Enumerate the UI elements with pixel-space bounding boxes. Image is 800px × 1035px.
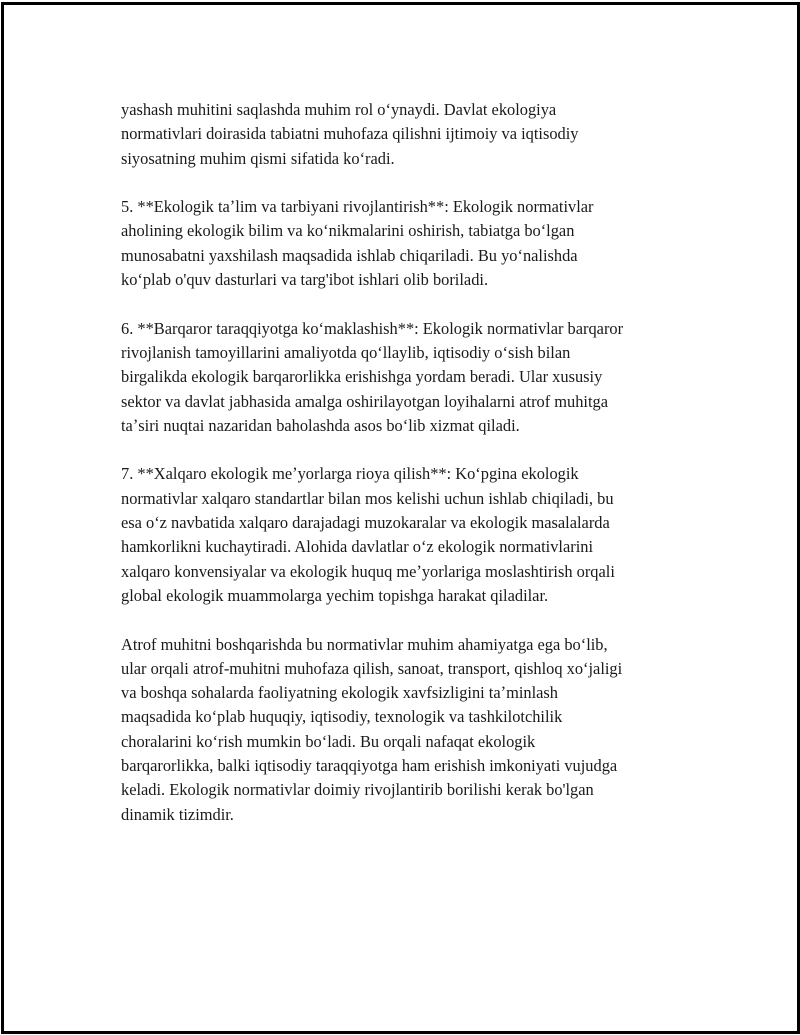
text-line: barqarorlikka, balki iqtisodiy taraqqiyotga ham erishish imkoniyati vujudga: [121, 756, 618, 776]
text-line: maqsadida koʻplab huquqiy, iqtisodiy, texnologik va tashkilotchilik: [121, 707, 563, 727]
paragraph-item-7: [121, 462, 691, 608]
text-line: munosabatni yaxshilash maqsadida ishlab chiqariladi. Bu yoʻnalishda: [121, 245, 578, 265]
text-line: normativlar xalqaro standartlar bilan mos kelishi uchun ishlab chiqiladi, bu: [121, 488, 614, 508]
text-line: yashash muhitini saqlashda muhim rol oʻynaydi. Davlat ekologiya: [121, 100, 557, 119]
text-line: sektor va davlat jabhasida amalga oshirilayotgan loyihalarni atrof muhitga: [121, 391, 609, 411]
text-line: choralarini koʻrish mumkin boʻladi. Bu orqali nafaqat ekologik: [121, 731, 536, 751]
page-frame: [1, 2, 800, 1034]
text-line: normativlari doirasida tabiatni muhofaza qilishni ijtimoiy va iqtisodiy: [121, 124, 579, 144]
text-line: koʻplab o'quv dasturlari va targ'ibot ishlari olib boriladi.: [121, 270, 489, 290]
text-line: taʼsiri nuqtai nazaridan baholashda asos boʻlib xizmat qiladi.: [121, 415, 520, 435]
text-line: va boshqa sohalarda faoliyatning ekologik xavfsizligini taʼminlash: [121, 683, 558, 703]
text-line: xalqaro konvensiyalar va ekologik huquq meʼyorlariga moslashtirish orqali: [121, 561, 615, 581]
text-line: 6. **Barqaror taraqqiyotga koʻmaklashish**: Ekologik normativlar barqaror: [121, 318, 624, 338]
text-line: hamkorlikni kuchaytiradi. Alohida davlatlar oʻz ekologik normativlarini: [121, 537, 594, 557]
text-line: 7. **Xalqaro ekologik meʼyorlarga rioya qilish**: Koʻpgina ekologik: [121, 464, 579, 484]
paragraph-intro: [121, 98, 691, 171]
text-line: ular orqali atrof-muhitni muhofaza qilish, sanoat, transport, qishloq xoʻjaligi: [121, 658, 623, 678]
text-line: esa oʻz navbatida xalqaro darajadagi muzokaralar va ekologik masalalarda: [121, 513, 610, 533]
paragraph-item-6: [121, 317, 691, 438]
text-line: birgalikda ekologik barqarorlikka erishishga yordam beradi. Ular xususiy: [121, 367, 603, 387]
text-line: aholining ekologik bilim va koʻnikmalarini oshirish, tabiatga boʻlgan: [121, 221, 575, 241]
text-line: rivojlanish tamoyillarini amaliyotda qoʻllaylib, iqtisodiy oʻsish bilan: [121, 342, 571, 362]
text-line: Atrof muhitni boshqarishda bu normativlar muhim ahamiyatga ega boʻlib,: [121, 634, 608, 654]
text-line: 5. **Ekologik taʼlim va tarbiyani rivojlantirish**: Ekologik normativlar: [121, 197, 594, 217]
text-line: siyosatning muhim qismi sifatida koʻradi.: [121, 148, 395, 168]
text-line: dinamik tizimdir.: [121, 804, 234, 824]
paragraph-item-5: [121, 195, 691, 292]
document-body: [121, 98, 691, 851]
paragraph-conclusion: [121, 633, 691, 827]
text-line: keladi. Ekologik normativlar doimiy rivojlantirib borilishi kerak bo'lgan: [121, 780, 594, 800]
text-line: global ekologik muammolarga yechim topishga harakat qiladilar.: [121, 585, 549, 605]
